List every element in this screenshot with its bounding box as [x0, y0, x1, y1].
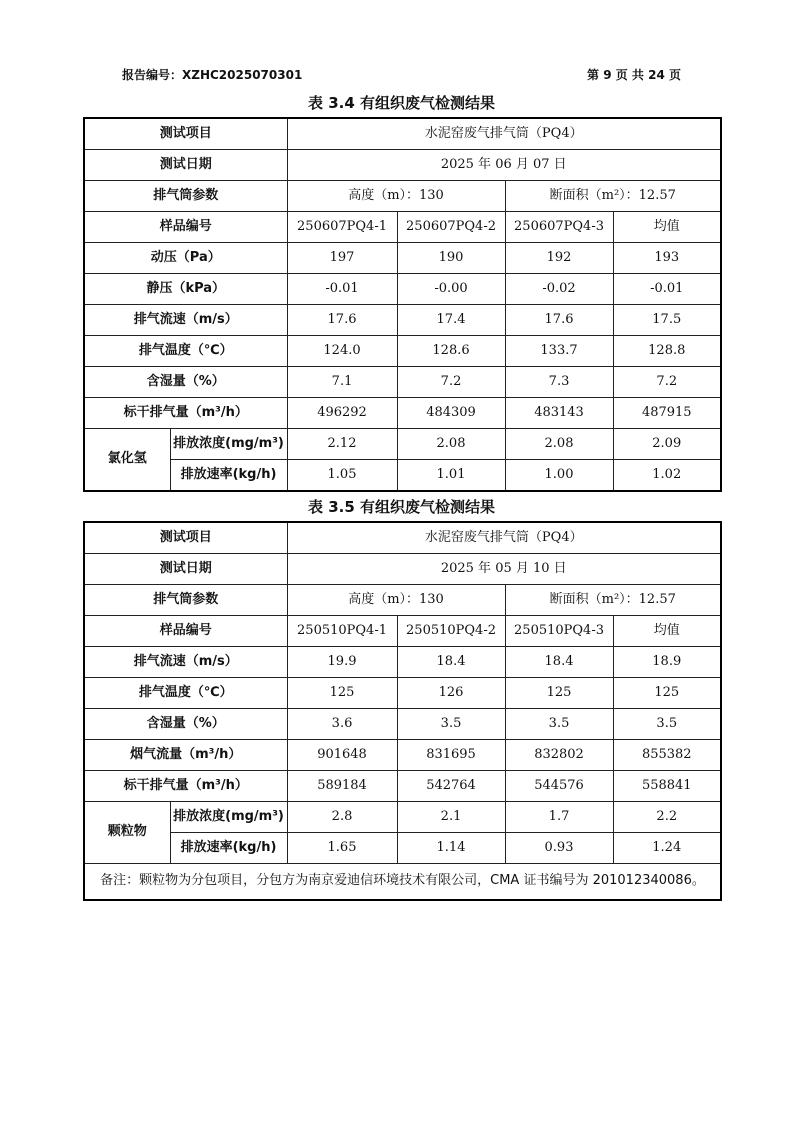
- test-date-label: 测试日期: [84, 150, 287, 181]
- test-item-row: [84, 118, 721, 150]
- emission-rate-row: [84, 460, 721, 492]
- emission-conc-value: 1.7: [505, 802, 613, 833]
- measurement-value: 190: [397, 243, 505, 274]
- measurement-value: 7.2: [613, 367, 721, 398]
- measurement-value: 7.2: [397, 367, 505, 398]
- measurement-label: 排气温度（℃）: [84, 678, 287, 709]
- table-3-4: [83, 117, 722, 492]
- stack-param-row: [84, 181, 721, 212]
- emission-conc-value: 2.12: [287, 429, 397, 460]
- measurement-value: 831695: [397, 740, 505, 771]
- measurement-value: 17.6: [505, 305, 613, 336]
- measurement-label: 静压（kPa）: [84, 274, 287, 305]
- emission-rate-label: 排放速率(kg/h): [170, 833, 287, 864]
- measurement-row: [84, 305, 721, 336]
- measurement-value: -0.01: [287, 274, 397, 305]
- measurement-value: 7.3: [505, 367, 613, 398]
- measurement-label: 标干排气量（m³/h）: [84, 771, 287, 802]
- measurement-label: 含湿量（%）: [84, 709, 287, 740]
- measurement-label: 排气温度（℃）: [84, 336, 287, 367]
- measurement-value: 855382: [613, 740, 721, 771]
- emission-conc-value: 2.2: [613, 802, 721, 833]
- measurement-value: 124.0: [287, 336, 397, 367]
- emission-conc-value: 2.08: [505, 429, 613, 460]
- measurement-value: 18.4: [397, 647, 505, 678]
- stack-area: 断面积（m²）：12.57: [505, 585, 721, 616]
- measurement-value: 18.9: [613, 647, 721, 678]
- pollutant-name: 颗粒物: [84, 802, 170, 864]
- test-item-label: 测试项目: [84, 522, 287, 554]
- sample-id: 250510PQ4-2: [397, 616, 505, 647]
- measurement-value: 542764: [397, 771, 505, 802]
- measurement-value: 901648: [287, 740, 397, 771]
- emission-rate-value: 0.93: [505, 833, 613, 864]
- sample-id: 250607PQ4-3: [505, 212, 613, 243]
- measurement-label: 含湿量（%）: [84, 367, 287, 398]
- measurement-value: -0.02: [505, 274, 613, 305]
- stack-height: 高度（m）：130: [287, 181, 505, 212]
- measurement-value: 193: [613, 243, 721, 274]
- measurement-value: 128.8: [613, 336, 721, 367]
- measurement-row: [84, 771, 721, 802]
- measurement-label: 标干排气量（m³/h）: [84, 398, 287, 429]
- emission-rate-value: 1.02: [613, 460, 721, 492]
- measurement-value: 17.5: [613, 305, 721, 336]
- test-item-label: 测试项目: [84, 118, 287, 150]
- test-item-row: [84, 522, 721, 554]
- emission-rate-value: 1.14: [397, 833, 505, 864]
- stack-area: 断面积（m²）：12.57: [505, 181, 721, 212]
- measurement-row: [84, 647, 721, 678]
- measurement-row: [84, 740, 721, 771]
- measurement-value: 19.9: [287, 647, 397, 678]
- page-number: 第 9 页 共 24 页: [587, 68, 681, 82]
- measurement-value: 197: [287, 243, 397, 274]
- measurement-value: 832802: [505, 740, 613, 771]
- measurement-row: [84, 243, 721, 274]
- measurement-value: 3.5: [505, 709, 613, 740]
- measurement-value: 128.6: [397, 336, 505, 367]
- emission-conc-row: [84, 429, 721, 460]
- emission-conc-row: [84, 802, 721, 833]
- measurement-row: [84, 678, 721, 709]
- measurement-value: 125: [505, 678, 613, 709]
- measurement-value: 17.4: [397, 305, 505, 336]
- test-date-row: [84, 150, 721, 181]
- measurement-value: 3.5: [613, 709, 721, 740]
- sample-id: 250510PQ4-1: [287, 616, 397, 647]
- stack-height: 高度（m）：130: [287, 585, 505, 616]
- sample-id: 250510PQ4-3: [505, 616, 613, 647]
- sample-id: 均值: [613, 616, 721, 647]
- emission-rate-value: 1.01: [397, 460, 505, 492]
- test-item-value: 水泥窑废气排气筒（PQ4）: [287, 118, 721, 150]
- emission-rate-value: 1.24: [613, 833, 721, 864]
- measurement-value: 125: [613, 678, 721, 709]
- measurement-value: -0.00: [397, 274, 505, 305]
- stack-param-row: [84, 585, 721, 616]
- page-header: [122, 66, 681, 84]
- test-date-label: 测试日期: [84, 554, 287, 585]
- sample-label: 样品编号: [84, 616, 287, 647]
- measurement-value: 17.6: [287, 305, 397, 336]
- emission-conc-label: 排放浓度(mg/m³): [170, 802, 287, 833]
- emission-rate-label: 排放速率(kg/h): [170, 460, 287, 492]
- emission-rate-value: 1.65: [287, 833, 397, 864]
- measurement-value: 484309: [397, 398, 505, 429]
- sample-row: [84, 212, 721, 243]
- table-3-4-caption: 表 3.4 有组织废气检测结果: [307, 94, 496, 112]
- stack-param-label: 排气筒参数: [84, 181, 287, 212]
- test-date-value: 2025 年 06 月 07 日: [287, 150, 721, 181]
- table-note: 备注：颗粒物为分包项目，分包方为南京爱迪信环境技术有限公司，CMA 证书编号为 201012340086。: [84, 864, 721, 901]
- sample-row: [84, 616, 721, 647]
- sample-label: 样品编号: [84, 212, 287, 243]
- measurement-label: 烟气流量（m³/h）: [84, 740, 287, 771]
- measurement-value: 192: [505, 243, 613, 274]
- emission-rate-value: 1.05: [287, 460, 397, 492]
- test-date-value: 2025 年 05 月 10 日: [287, 554, 721, 585]
- sample-id: 250607PQ4-1: [287, 212, 397, 243]
- measurement-value: 558841: [613, 771, 721, 802]
- test-date-row: [84, 554, 721, 585]
- table-3-5: [83, 521, 722, 901]
- measurement-value: 18.4: [505, 647, 613, 678]
- measurement-value: 3.6: [287, 709, 397, 740]
- measurement-row: [84, 398, 721, 429]
- emission-rate-row: [84, 833, 721, 864]
- measurement-row: [84, 367, 721, 398]
- measurement-value: 7.1: [287, 367, 397, 398]
- measurement-label: 排气流速（m/s）: [84, 647, 287, 678]
- measurement-value: 544576: [505, 771, 613, 802]
- emission-conc-value: 2.8: [287, 802, 397, 833]
- note-row: [84, 864, 721, 901]
- emission-conc-value: 2.08: [397, 429, 505, 460]
- test-item-value: 水泥窑废气排气筒（PQ4）: [287, 522, 721, 554]
- pollutant-name: 氯化氢: [84, 429, 170, 492]
- emission-conc-label: 排放浓度(mg/m³): [170, 429, 287, 460]
- measurement-value: 487915: [613, 398, 721, 429]
- measurement-value: -0.01: [613, 274, 721, 305]
- measurement-value: 483143: [505, 398, 613, 429]
- emission-rate-value: 1.00: [505, 460, 613, 492]
- stack-param-label: 排气筒参数: [84, 585, 287, 616]
- measurement-label: 排气流速（m/s）: [84, 305, 287, 336]
- measurement-value: 125: [287, 678, 397, 709]
- measurement-row: [84, 274, 721, 305]
- measurement-value: 133.7: [505, 336, 613, 367]
- measurement-row: [84, 336, 721, 367]
- measurement-row: [84, 709, 721, 740]
- emission-conc-value: 2.09: [613, 429, 721, 460]
- measurement-value: 496292: [287, 398, 397, 429]
- sample-id: 均值: [613, 212, 721, 243]
- emission-conc-value: 2.1: [397, 802, 505, 833]
- report-number: 报告编号：XZHC2025070301: [122, 68, 303, 82]
- measurement-value: 126: [397, 678, 505, 709]
- sample-id: 250607PQ4-2: [397, 212, 505, 243]
- table-3-5-caption: 表 3.5 有组织废气检测结果: [307, 498, 496, 516]
- measurement-label: 动压（Pa）: [84, 243, 287, 274]
- measurement-value: 589184: [287, 771, 397, 802]
- measurement-value: 3.5: [397, 709, 505, 740]
